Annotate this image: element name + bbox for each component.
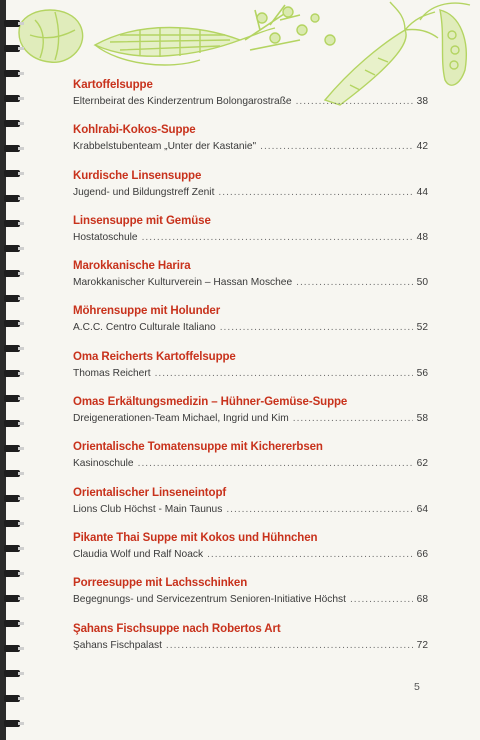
dot-leader [166,639,413,653]
toc-entry [73,123,428,168]
page-reference: 38 [416,96,428,107]
recipe-source: A.C.C. Centro Culturale Italiano [73,322,216,334]
dot-leader [207,548,413,562]
recipe-source: Marokkanischer Kulturverein – Hassan Moschee [73,277,293,289]
page-reference: 48 [416,231,428,243]
recipe-source: Şahans Fischpalast [73,639,162,651]
dot-leader [260,140,413,154]
recipe-source: Krabbelstubenteam „Unter der Kastanie" [73,141,257,153]
recipe-title: Şahans Fischsuppe nach Robertos Art [73,622,281,635]
dot-leader [218,186,412,200]
recipe-source: Dreigenerationen-Team Michael, Ingrid und Kim [73,413,289,425]
recipe-source: Thomas Reichert [73,367,151,379]
recipe-source: Hostatoschule [73,231,138,243]
page-reference: 50 [416,277,428,289]
dot-leader [226,503,412,517]
recipe-source: Jugend- und Bildungstreff Zenit [73,186,215,198]
recipe-title: Omas Erkältungsmedizin – Hühner-Gemüse-Suppe [73,396,348,409]
toc-entry [73,169,428,214]
recipe-title: Kartoffelsuppe [73,79,153,91]
toc-entry [73,350,428,395]
toc-entry [73,531,428,576]
page-number: 5 [414,681,420,693]
recipe-source: Kasinoschule [73,458,134,470]
page-reference: 68 [416,594,428,606]
page-reference: 56 [416,367,428,379]
page-reference: 44 [416,186,428,198]
dot-leader [350,593,413,607]
page-reference: 42 [416,141,428,153]
dot-leader [155,367,413,381]
page-reference: 52 [416,322,428,334]
recipe-source: Lions Club Höchst - Main Taunus [73,503,223,515]
dot-leader [138,457,413,471]
dot-leader [142,231,413,245]
recipe-title: Orientalischer Linseneintopf [73,486,227,499]
dot-leader [296,276,413,290]
toc-entry [73,622,428,667]
toc-entry [73,214,428,259]
recipe-title: Marokkanische Harira [73,260,191,273]
toc-entry [73,486,428,531]
toc-entry [73,440,428,485]
page-reference: 58 [416,413,428,425]
recipe-title: Orientalische Tomatensuppe mit Kichererbsen [73,441,323,454]
page-reference: 72 [416,639,428,651]
recipe-title: Porreesuppe mit Lachsschinken [73,577,248,590]
recipe-source: Begegnungs- und Servicezentrum Senioren-Initiative Höchst [73,594,346,606]
page-reference: 66 [416,548,428,560]
toc-entry [73,304,428,349]
recipe-title: Oma Reicherts Kartoffelsuppe [73,350,236,363]
recipe-title: Pikante Thai Suppe mit Kokos und Hühnchen [73,531,318,544]
toc-entry [73,576,428,621]
recipe-source: Claudia Wolf und Ralf Noack [73,548,204,560]
toc-entry [73,395,428,440]
toc-entry [73,259,428,304]
table-of-contents [73,78,428,667]
recipe-title: Kohlrabi-Kokos-Suppe [73,124,196,137]
dot-leader [293,412,413,426]
dot-leader [296,95,413,109]
recipe-source: Elternbeirat des Kinderzentrum Bolongarostraße [73,96,292,107]
recipe-title: Möhrensuppe mit Holunder [73,305,221,318]
spiral-binding [0,0,26,740]
recipe-title: Kurdische Linsensuppe [73,169,202,182]
toc-entry [73,78,428,123]
page-reference: 64 [416,503,428,515]
page-reference: 62 [416,458,428,470]
recipe-title: Linsensuppe mit Gemüse [73,214,211,227]
dot-leader [220,321,413,335]
